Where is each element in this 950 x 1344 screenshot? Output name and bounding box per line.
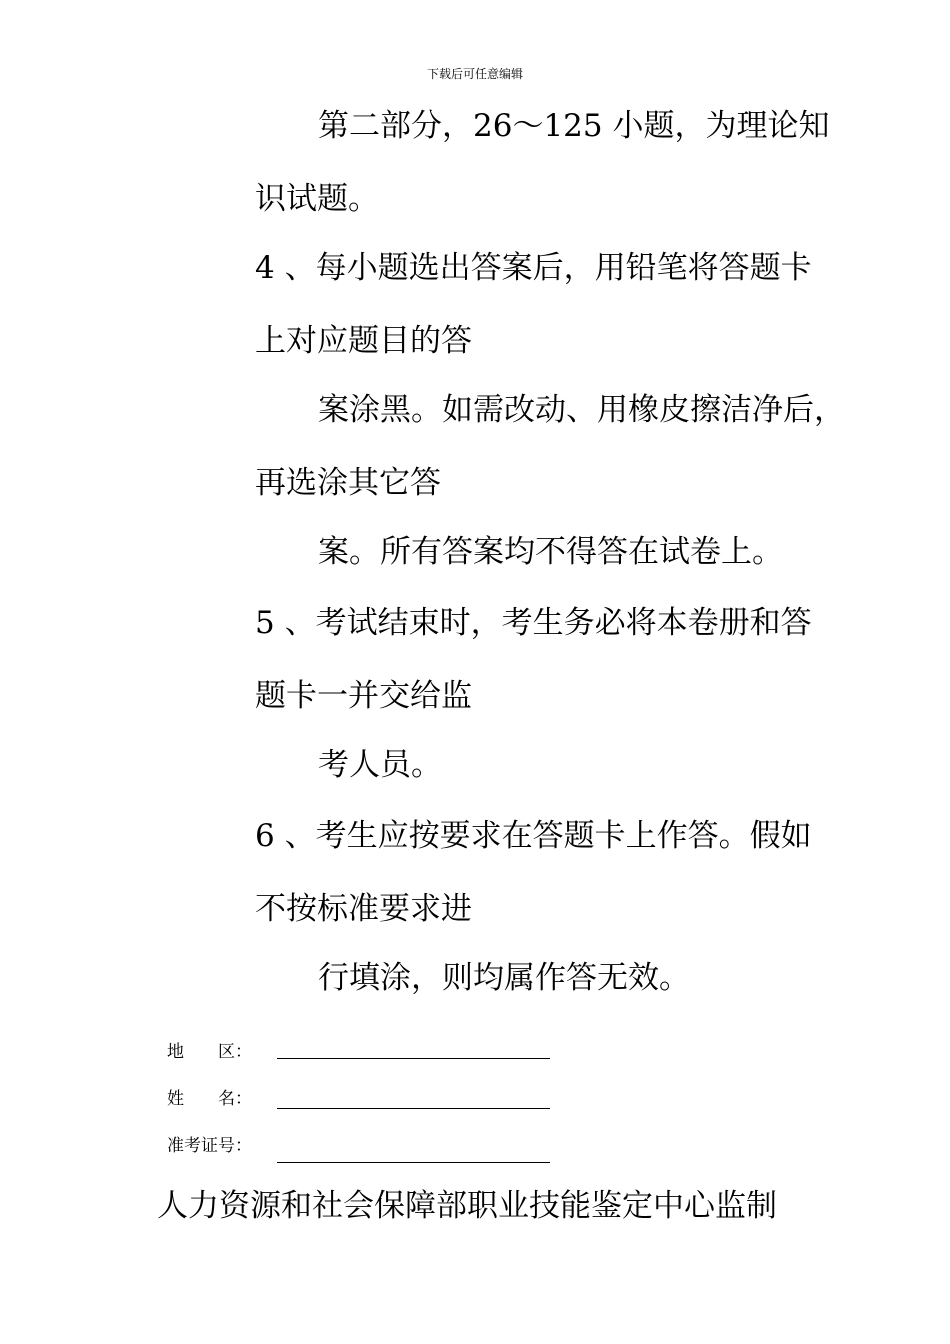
region-label: 地 区： xyxy=(167,1042,252,1062)
body-line: 考人员。 xyxy=(318,747,442,783)
body-line: 案涂黑。如需改动、用橡皮擦洁净后， xyxy=(318,392,845,428)
exam-id-row xyxy=(167,1135,267,1157)
name-row xyxy=(167,1088,267,1110)
body-line: 第二部分，26～125 小题，为理论知 xyxy=(318,108,830,144)
body-line: 行填涂，则均属作答无效。 xyxy=(318,960,690,996)
region-fill-line[interactable] xyxy=(277,1058,550,1059)
body-line: 识试题。 xyxy=(255,181,379,217)
body-line: 6 、考生应按要求在答题卡上作答。假如 xyxy=(255,818,812,854)
body-line: 题卡一并交给监 xyxy=(255,678,472,714)
issuing-organization: 人力资源和社会保障部职业技能鉴定中心监制 xyxy=(157,1188,777,1224)
name-label: 姓 名： xyxy=(167,1089,252,1109)
region-row xyxy=(167,1041,267,1063)
body-line: 不按标准要求进 xyxy=(255,891,472,927)
body-line: 5 、考试结束时，考生务必将本卷册和答 xyxy=(255,605,812,641)
body-line: 案。所有答案均不得答在试卷上。 xyxy=(318,534,783,570)
header-note: 下载后可任意编辑 xyxy=(426,67,523,81)
body-line: 4 、每小题选出答案后，用铅笔将答题卡 xyxy=(255,250,812,286)
body-line: 上对应题目的答 xyxy=(255,323,472,359)
exam-id-label: 准考证号： xyxy=(167,1136,252,1156)
name-fill-line[interactable] xyxy=(277,1108,550,1109)
body-line: 再选涂其它答 xyxy=(255,465,441,501)
exam-id-fill-line[interactable] xyxy=(277,1162,550,1163)
